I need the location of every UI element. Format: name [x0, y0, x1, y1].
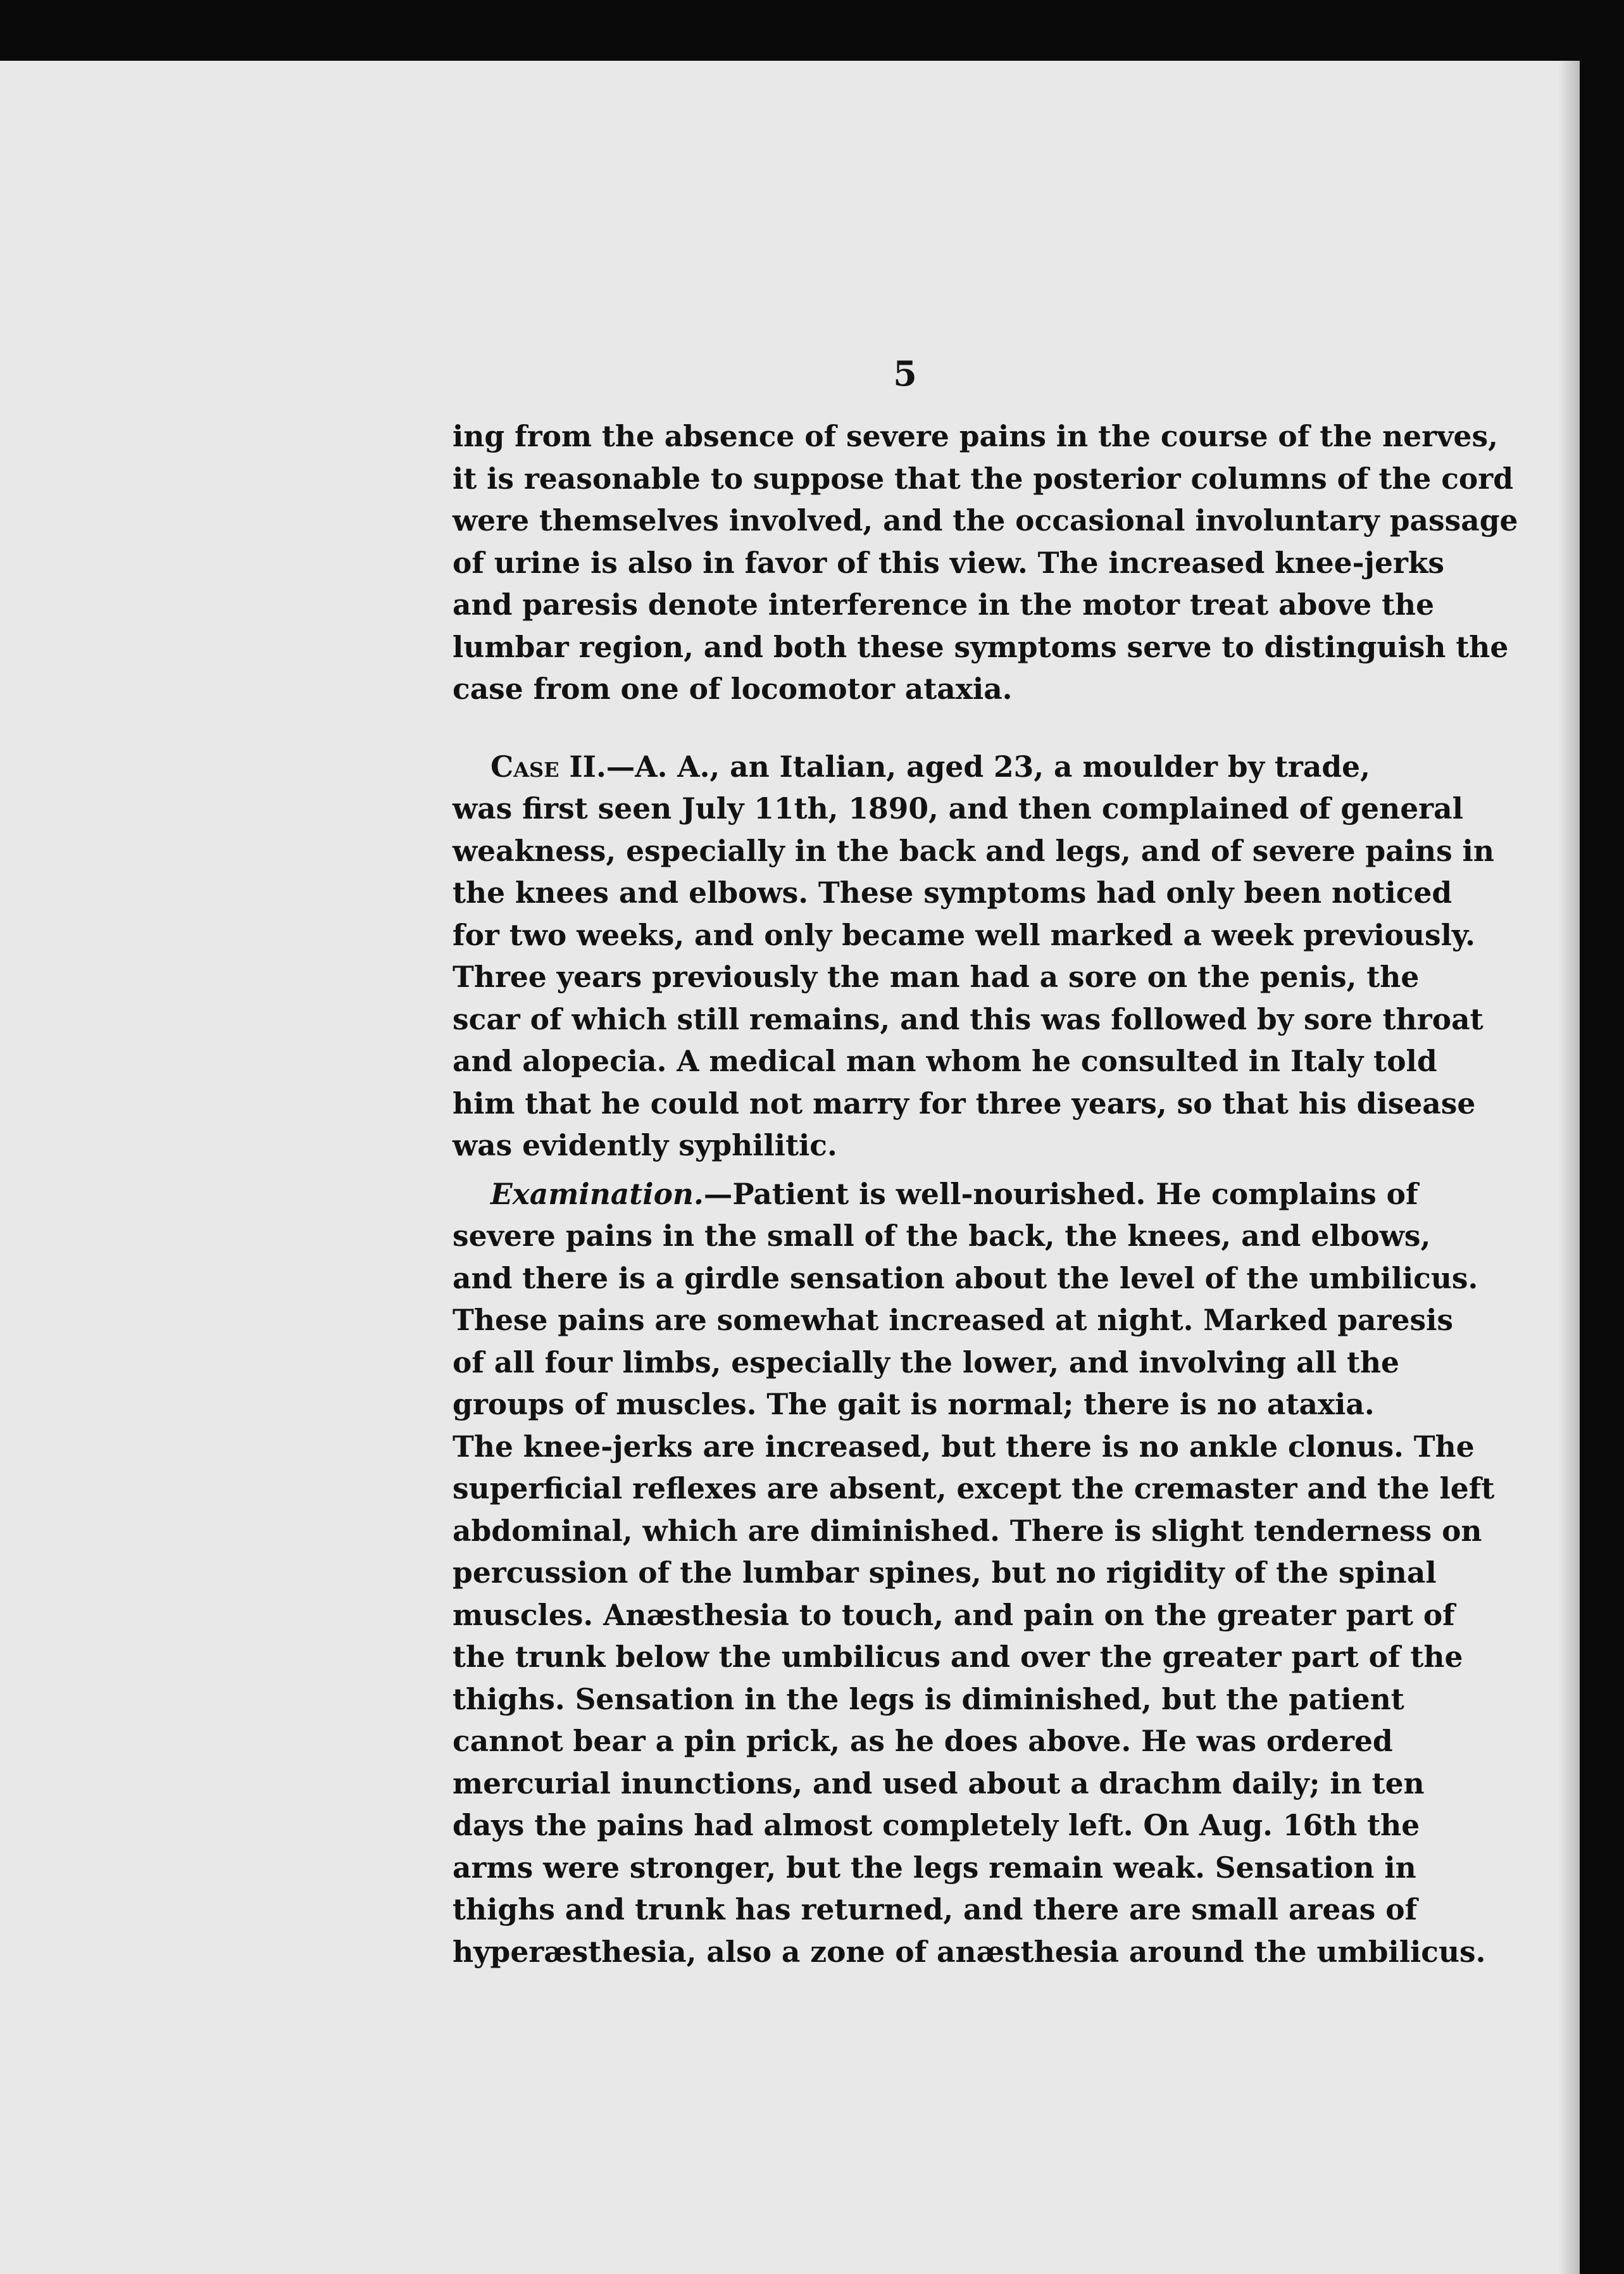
text-line: him that he could not marry for three years, so that his disease [453, 1086, 1476, 1121]
text-line: groups of muscles. The gait is normal; there is no ataxia. [453, 1387, 1375, 1421]
case-label: Case II. [490, 749, 606, 784]
text-line: was evidently syphilitic. [453, 1128, 837, 1162]
text-line: These pains are somewhat increased at night. Marked paresis [453, 1303, 1453, 1337]
text-line: arms were stronger, but the legs remain weak. Sensation in [453, 1850, 1416, 1885]
paragraph-examination [453, 1173, 1495, 1973]
text-line: of urine is also in favor of this view. The increased knee-jerks [453, 545, 1445, 580]
case-intro-text: —A. A., an Italian, aged 23, a moulder by trade, [606, 749, 1370, 784]
paragraph-continuation [453, 415, 1518, 710]
text-line: Three years previously the man had a sore on the penis, the [453, 960, 1420, 994]
text-line: hyperæsthesia, also a zone of anæsthesia around the umbilicus. [453, 1934, 1486, 1969]
page-edge-shadow [1557, 61, 1580, 2274]
page-number: 5 [893, 353, 917, 394]
text-line: ing from the absence of severe pains in the course of the nerves, [453, 419, 1498, 453]
text-line [453, 746, 1370, 788]
text-line: days the pains had almost completely left. On Aug. 16th the [453, 1808, 1420, 1842]
text-line: abdominal, which are diminished. There is slight tenderness on [453, 1513, 1482, 1548]
scan-border-top [0, 0, 1624, 61]
text-line: was first seen July 11th, 1890, and then complained of general [453, 791, 1463, 826]
text-line: lumbar region, and both these symptoms serve to distinguish the [453, 629, 1509, 664]
text-line: were themselves involved, and the occasional involuntary passage [453, 503, 1518, 537]
paragraph-spacer [453, 710, 1339, 746]
text-line: of all four limbs, especially the lower, and involving all the [453, 1345, 1399, 1379]
text-line: scar of which still remains, and this was followed by sore throat [453, 1002, 1483, 1036]
text-line: the knees and elbows. These symptoms had only been noticed [453, 876, 1452, 910]
text-line: and paresis denote interference in the motor treat above the [453, 587, 1435, 622]
body-text [453, 415, 1518, 1973]
text-line: for two weeks, and only became well marked a week previously. [453, 917, 1475, 952]
text-line: superficial reflexes are absent, except the cremaster and the left [453, 1471, 1495, 1505]
document-page [0, 61, 1557, 2274]
text-line: case from one of locomotor ataxia. [453, 672, 1013, 706]
paragraph-spacer [453, 1167, 1339, 1173]
text-line: the trunk below the umbilicus and over the greater part of the [453, 1640, 1463, 1674]
paragraph-case-two [453, 746, 1494, 1167]
scan-border-right [1580, 0, 1624, 2274]
text-line: and alopecia. A medical man whom he consulted in Italy told [453, 1044, 1437, 1078]
text-line [453, 1173, 1418, 1216]
text-line: The knee-jerks are increased, but there is no ankle clonus. The [453, 1429, 1475, 1464]
text-line: thighs and trunk has returned, and there are small areas of [453, 1892, 1418, 1926]
text-line: cannot bear a pin prick, as he does above. He was ordered [453, 1724, 1393, 1758]
text-line: severe pains in the small of the back, the knees, and elbows, [453, 1219, 1431, 1253]
text-line: muscles. Anæsthesia to touch, and pain on the greater part of [453, 1597, 1455, 1632]
text-line: mercurial inunctions, and used about a drachm daily; in ten [453, 1766, 1425, 1800]
text-line: weakness, especially in the back and legs, and of severe pains in [453, 833, 1494, 868]
text-line: it is reasonable to suppose that the posterior columns of the cord [453, 461, 1514, 496]
text-line: and there is a girdle sensation about the level of the umbilicus. [453, 1260, 1478, 1295]
examination-intro-text: —Patient is well-nourished. He complains of [703, 1176, 1418, 1211]
examination-heading: Examination. [490, 1176, 704, 1211]
text-line: thighs. Sensation in the legs is diminished, but the patient [453, 1681, 1404, 1716]
text-line: percussion of the lumbar spines, but no rigidity of the spinal [453, 1555, 1437, 1590]
